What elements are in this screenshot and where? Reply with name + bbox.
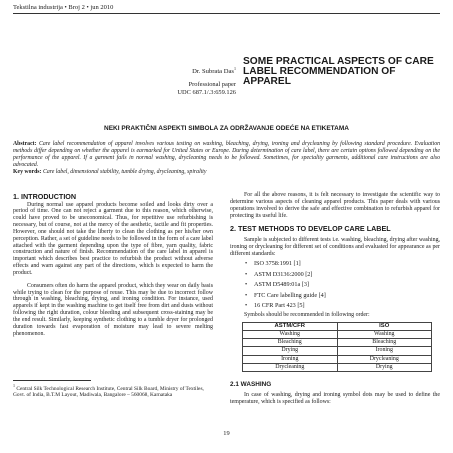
standards-list-item: • FTC Care labelling guide [4] [230,291,440,302]
standards-list-item: • ISO 3758:1991 [1] [230,259,440,270]
footnote [13,383,213,399]
test-methods-paragraph: Sample is subjected to different tests i.e. washing, bleaching, drying after washing, ironing or drycleaning for different set of conditions and evaluated for appearance as per different standards: [230,236,440,257]
journal-header: Tekstilna industrija • Broj 2 • jun 2010 [13,4,114,11]
author-name [150,66,236,75]
udc-code: UDC 687.1/.3:659.126 [177,89,236,96]
author-footnote-mark: 1 [234,66,236,71]
standards-list-item: • 16 CFR Part 423 [5] [230,301,440,312]
washing-paragraph: In case of washing, drying and ironing symbol dots may be used to define the temperature, which is specified as follows: [230,391,440,405]
page-number: 19 [223,430,230,437]
right-column [230,192,440,406]
table-cell: Bleaching [243,339,338,347]
introduction-paragraph-2: Consumers often do harm the apparel product, which they wear on daily basis while trying to clean for the purpose of reuse. This may be due to incorrect follow through in washing, bleaching, drying, and ironing condition. For instance, used apparels if kept in the washing machine to get itself free from dirt and dusts without following the right duration, colour bleeding and subsequent cross-staining may be the end result. Similarly, keeping synthetic clothing to a tumble dryer for prolonged duration towards fast evaporation of moisture may lead to severe melting phenomenon. [13,282,213,337]
article-title: SOME PRACTICAL ASPECTS OF CARE LABEL RECOMMENDATION OF APPAREL [243,56,434,88]
paper-info [150,81,236,97]
table-row [243,347,432,355]
table-row [243,355,432,363]
author-text: Dr. Subrata Das [192,68,234,76]
keywords-label: Key words: [13,168,42,175]
footnote-rule [13,380,91,381]
table-cell: Drycleaning [337,355,432,363]
paper-type: Professional paper [188,81,236,88]
table-cell: Drying [337,363,432,371]
abstract-label: Abstract: [13,141,37,147]
introduction-heading: 1. INTRODUCTION [13,192,77,201]
footnote-text: Central Silk Technological Research Institute, Central Silk Board, Ministry of Textiles, Govt. of India, B.T.M Layout, Madiwala, Bangalore – 560068, Karnataka [13,385,204,399]
header-rule [13,13,440,14]
standards-list-item: • ASTM D3136:2000 [2] [230,270,440,281]
table-cell: Bleaching [337,339,432,347]
table-cell: Drying [243,347,338,355]
table-cell: Ironing [337,347,432,355]
table-row [243,330,432,338]
article-subtitle: NEKI PRAKTIČNI ASPEKTI SIMBOLA ZA ODRŽAVANJE ODEĆE NA ETIKETAMA [104,125,349,132]
abstract-paragraph [13,141,440,169]
footnote-mark: 1 [13,383,15,388]
abstract-text: Care label recommendation of apparel involves various testing on washing, bleaching, drying, ironing and drycleaning by following standard procedure. Evaluation methods differ depending on whether the apparel is earmarked for United States or Europe. During determination of care label, there are certain options followed depending on the performance of the apparel. If a garment fails in normal washing, drycleaning needs to be followed. Sometimes, for speciality garments, additional care instructions are also advocated. [13,141,440,168]
care-symbol-order-table [242,322,432,372]
table-header-row [243,322,432,330]
table-cell: Ironing [243,355,338,363]
keywords-paragraph [13,169,440,176]
test-methods-heading: 2. TEST METHODS TO DEVELOP CARE LABEL [230,224,391,234]
keywords-text: Care label, dimensional stability, tumble drying, drycleaning, spirality [42,168,207,175]
table-cell: Washing [337,330,432,338]
symbols-order-paragraph: Symbols should be recommended in following order: [244,311,370,318]
introduction-paragraph-1: During normal use apparel products become soiled and looks dirty over a period of time. One can not reject a garment due to this reason, which otherwise, could have proved to be uneconomical. Thus, for repetitive use refurbishing is necessary, but of course, not at the mercy of the aesthetic, tactile and fit properties. However, one should not take the liberty to clean the clothing as per his/her own perception. Rather, a set of guideline needs to be followed in the form of a care label attached with the garment depending upon the type of fibre, yarn quality, fabric construction and nature of finish. Recommendation of the care label in apparel is important which describes best practice to refurbish the product without adverse effects and warn against any part of the directions, which is expected to harm the product. [13,201,213,276]
standards-list-item: • ASTM D5489:01a [3] [230,280,440,291]
table-row [243,339,432,347]
table-cell: Drycleaning [243,363,338,371]
table-header-iso: ISO [337,322,432,330]
abstract-block [13,141,440,176]
standards-list [230,259,440,312]
washing-heading: 2.1 WASHING [230,380,272,388]
table-cell: Washing [243,330,338,338]
left-column [13,193,213,338]
table-header-astm: ASTM/CFR [243,322,338,330]
intro-continuation-paragraph: For all the above reasons, it is felt necessary to investigate the scientific way to determine various aspects of cleaning apparel products. This paper deals with various operations involved to derive the safe and effective combination to refurbish apparel for protecting its useful life. [230,192,440,219]
table-row [243,363,432,371]
